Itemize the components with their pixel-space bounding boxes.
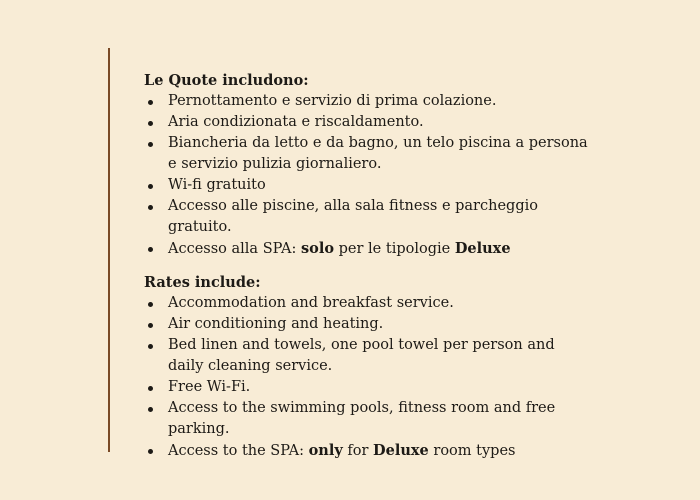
- italian-rates-list: [144, 91, 594, 260]
- list-item: Accesso alle piscine, alla sala fitness e parcheggio gratuito.: [144, 196, 594, 238]
- list-item: Wi-fi gratuito: [144, 175, 594, 196]
- english-section-title: Rates include:: [144, 274, 261, 291]
- spa-prefix: Access to the SPA:: [168, 443, 309, 459]
- italian-section-title: Le Quote includono:: [144, 72, 309, 89]
- spa-access-item: [144, 440, 594, 462]
- spa-room-type: Deluxe: [454, 240, 511, 257]
- spa-restriction: solo: [301, 240, 335, 257]
- spa-middle: for: [342, 443, 374, 459]
- list-item: Access to the swimming pools, fitness room and free parking.: [144, 398, 594, 440]
- rates-content: [144, 70, 594, 462]
- list-item: Accommodation and breakfast service.: [144, 293, 594, 314]
- list-item: Air conditioning and heating.: [144, 314, 594, 335]
- spa-suffix: room types: [428, 443, 516, 459]
- spa-restriction: only: [308, 442, 343, 459]
- spa-access-item: [144, 238, 594, 260]
- spa-room-type: Deluxe: [373, 442, 429, 459]
- spa-middle: per le tipologie: [334, 241, 455, 257]
- section-gap: [144, 260, 594, 272]
- list-item: Biancheria da letto e da bagno, un telo piscina a persona e servizio pulizia giornaliero.: [144, 133, 594, 175]
- english-rates-list: [144, 293, 594, 462]
- list-item: Bed linen and towels, one pool towel per person and daily cleaning service.: [144, 335, 594, 377]
- list-item: Aria condizionata e riscaldamento.: [144, 112, 594, 133]
- spa-prefix: Accesso alla SPA:: [168, 241, 302, 257]
- list-item: Pernottamento e servizio di prima colazione.: [144, 91, 594, 112]
- rates-panel: [108, 48, 590, 459]
- list-item: Free Wi-Fi.: [144, 377, 594, 398]
